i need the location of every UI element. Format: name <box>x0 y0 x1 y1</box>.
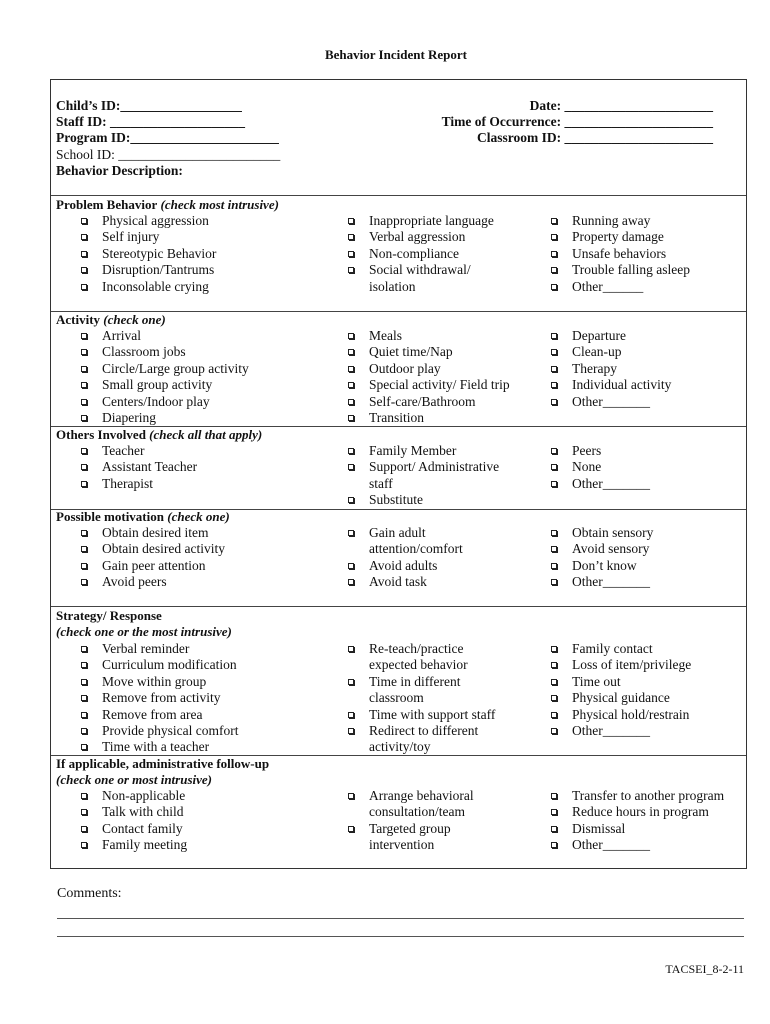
possible-motivation-col-2 <box>348 525 463 591</box>
checkbox-icon[interactable] <box>551 809 557 815</box>
checkbox-icon[interactable] <box>81 382 87 388</box>
checkbox-option[interactable] <box>348 246 494 262</box>
checkbox-option[interactable] <box>348 525 463 541</box>
checkbox-icon[interactable] <box>348 646 354 652</box>
checkbox-label: Family meeting <box>102 837 188 853</box>
checkbox-label: Talk with child <box>102 804 184 820</box>
checkbox-icon[interactable] <box>551 826 557 832</box>
checkbox-label: Therapist <box>102 475 153 491</box>
checkbox-icon[interactable] <box>348 267 354 273</box>
checkbox-label: Circle/Large group activity <box>102 360 249 376</box>
admin-followup-col-3 <box>551 788 724 854</box>
checkbox-icon[interactable] <box>551 448 557 454</box>
checkbox-label-continued <box>348 541 463 557</box>
checkbox-icon[interactable] <box>348 728 354 734</box>
checkbox-option[interactable] <box>81 328 249 344</box>
checkbox-label: Verbal aggression <box>369 229 466 245</box>
form-code: TACSEI_8-2-11 <box>665 962 744 976</box>
checkbox-option[interactable] <box>551 641 691 657</box>
checkbox-icon[interactable] <box>551 481 557 487</box>
behavior-description-field[interactable]: Behavior Description: <box>56 163 183 178</box>
checkbox-icon[interactable] <box>81 481 87 487</box>
checkbox-option[interactable] <box>81 394 249 410</box>
checkbox-icon[interactable] <box>81 349 87 355</box>
checkbox-icon[interactable] <box>81 464 87 470</box>
checkbox-icon[interactable] <box>551 546 557 552</box>
checkbox-option[interactable] <box>81 459 197 475</box>
checkbox-label: Time out <box>572 673 621 689</box>
checkbox-option[interactable] <box>81 476 197 492</box>
checkbox-icon[interactable] <box>81 662 87 668</box>
checkbox-icon[interactable] <box>348 579 354 585</box>
checkbox-icon[interactable] <box>348 234 354 240</box>
checkbox-option[interactable] <box>348 707 495 723</box>
checkbox-label: Non-applicable <box>102 788 186 803</box>
checkbox-label-continued <box>348 279 494 295</box>
checkbox-icon[interactable] <box>81 366 87 372</box>
checkbox-label: Other_______ <box>572 393 650 409</box>
section-heading-others-involved: Others Involved (check all that apply) <box>56 427 263 442</box>
checkbox-icon[interactable] <box>81 793 87 799</box>
checkbox-icon[interactable] <box>81 579 87 585</box>
checkbox-label: Move within group <box>102 673 207 689</box>
checkbox-label: Physical hold/restrain <box>572 706 690 722</box>
checkbox-icon[interactable] <box>348 826 354 832</box>
strategy-response-col-1 <box>81 641 238 756</box>
checkbox-option[interactable] <box>551 246 690 262</box>
checkbox-label: Physical aggression <box>102 213 209 228</box>
child-id-field[interactable]: Child’s ID:__________________ <box>56 98 242 113</box>
checkbox-label: Stereotypic Behavior <box>102 245 217 261</box>
checkbox-icon[interactable] <box>348 382 354 388</box>
problem-behavior-col-3 <box>551 213 690 295</box>
checkbox-option[interactable] <box>81 558 225 574</box>
checkbox-label: Avoid task <box>369 574 427 590</box>
problem-behavior-col-2 <box>348 213 494 295</box>
divider <box>51 606 746 607</box>
checkbox-icon[interactable] <box>551 530 557 536</box>
checkbox-label: Disruption/Tantrums <box>102 262 215 278</box>
checkbox-label: Self injury <box>102 229 160 245</box>
checkbox-label: Gain peer attention <box>102 557 206 573</box>
checkbox-icon[interactable] <box>348 793 354 799</box>
checkbox-icon[interactable] <box>551 646 557 652</box>
checkbox-option[interactable] <box>551 328 671 344</box>
checkbox-label: activity/toy <box>369 739 431 755</box>
checkbox-option[interactable] <box>348 788 474 804</box>
checkbox-option[interactable] <box>81 262 216 278</box>
checkbox-icon[interactable] <box>81 234 87 240</box>
checkbox-option[interactable] <box>81 804 187 820</box>
checkbox-label: Avoid peers <box>102 574 167 590</box>
checkbox-label: Transition <box>369 410 425 426</box>
checkbox-option[interactable] <box>551 394 671 410</box>
checkbox-label: Unsafe behaviors <box>572 245 667 261</box>
checkbox-label: Provide physical comfort <box>102 723 239 739</box>
checkbox-icon[interactable] <box>348 712 354 718</box>
checkbox-label-continued <box>348 837 474 853</box>
checkbox-icon[interactable] <box>81 809 87 815</box>
checkbox-label: Obtain sensory <box>572 525 654 540</box>
classroom-id-field[interactable]: Classroom ID: ______________________ <box>477 130 713 145</box>
checkbox-icon[interactable] <box>81 744 87 750</box>
checkbox-option[interactable] <box>551 344 671 360</box>
checkbox-icon[interactable] <box>81 218 87 224</box>
checkbox-option[interactable] <box>348 229 494 245</box>
checkbox-label-continued <box>348 476 499 492</box>
checkbox-option[interactable] <box>81 674 238 690</box>
checkbox-label: Centers/Indoor play <box>102 393 210 409</box>
checkbox-label: Targeted group <box>369 820 451 836</box>
checkbox-label: Contact family <box>102 820 183 836</box>
checkbox-icon[interactable] <box>81 530 87 536</box>
checkbox-option[interactable] <box>81 837 187 853</box>
checkbox-label: Special activity/ Field trip <box>369 377 510 393</box>
checkbox-label: Clean-up <box>572 344 622 360</box>
checkbox-option[interactable] <box>348 377 510 393</box>
checkbox-label: Small group activity <box>102 377 213 393</box>
checkbox-option[interactable] <box>348 641 495 657</box>
checkbox-label: Verbal reminder <box>102 641 190 656</box>
checkbox-option[interactable] <box>551 821 724 837</box>
checkbox-label: classroom <box>369 690 424 706</box>
checkbox-label: Departure <box>572 328 626 343</box>
program-id-field[interactable]: Program ID:______________________ <box>56 130 279 145</box>
section-heading-admin-followup: If applicable, administrative follow-up <box>56 756 270 771</box>
checkbox-icon[interactable] <box>551 728 557 734</box>
checkbox-option[interactable] <box>551 279 690 295</box>
checkbox-icon[interactable] <box>81 679 87 685</box>
checkbox-label: Teacher <box>102 443 145 458</box>
checkbox-option[interactable] <box>348 361 510 377</box>
checkbox-icon[interactable] <box>81 728 87 734</box>
checkbox-label: Avoid sensory <box>572 541 650 557</box>
checkbox-label: Other_______ <box>572 723 650 739</box>
checkbox-label: None <box>572 459 602 475</box>
possible-motivation-col-1 <box>81 525 225 591</box>
checkbox-icon[interactable] <box>551 234 557 240</box>
comments-label: Comments: <box>57 886 122 901</box>
date-field[interactable]: Date: ______________________ <box>529 98 713 113</box>
checkbox-icon[interactable] <box>81 284 87 290</box>
checkbox-icon[interactable] <box>348 399 354 405</box>
checkbox-label: expected behavior <box>369 657 468 673</box>
checkbox-label: Self-care/Bathroom <box>369 393 476 409</box>
checkbox-option[interactable] <box>551 723 691 739</box>
checkbox-option[interactable] <box>348 558 463 574</box>
checkbox-icon[interactable] <box>81 563 87 569</box>
checkbox-option[interactable] <box>551 213 690 229</box>
others-involved-col-3 <box>551 443 650 492</box>
checkbox-option[interactable] <box>348 443 499 459</box>
checkbox-label: Inconsolable crying <box>102 278 209 294</box>
admin-followup-col-2 <box>348 788 474 854</box>
checkbox-label: Loss of item/privilege <box>572 657 692 673</box>
checkbox-option[interactable] <box>348 410 510 426</box>
activity-col-3 <box>551 328 671 410</box>
checkbox-option[interactable] <box>551 476 650 492</box>
checkbox-option[interactable] <box>81 377 249 393</box>
checkbox-label: Therapy <box>572 360 617 376</box>
checkbox-label: Other_______ <box>572 475 650 491</box>
checkbox-icon[interactable] <box>81 546 87 552</box>
checkbox-option[interactable] <box>551 657 691 673</box>
checkbox-label: Time with support staff <box>369 706 496 722</box>
checkbox-label: Time with a teacher <box>102 739 210 755</box>
checkbox-label: Substitute <box>369 492 424 508</box>
checkbox-icon[interactable] <box>551 464 557 470</box>
page-title: Behavior Incident Report <box>324 47 468 62</box>
checkbox-label: Transfer to another program <box>572 788 725 803</box>
checkbox-option[interactable] <box>551 229 690 245</box>
checkbox-label: Arrange behavioral <box>369 788 474 803</box>
checkbox-label: Reduce hours in program <box>572 804 709 820</box>
checkbox-label: attention/comfort <box>369 541 463 557</box>
checkbox-label: Family contact <box>572 641 653 656</box>
checkbox-option[interactable] <box>81 739 238 755</box>
possible-motivation-col-3 <box>551 525 653 591</box>
comments-line-2[interactable] <box>57 936 744 937</box>
checkbox-option[interactable] <box>81 410 249 426</box>
section-heading-problem-behavior: Problem Behavior (check most intrusive) <box>56 197 279 212</box>
checkbox-icon[interactable] <box>551 382 557 388</box>
checkbox-option[interactable] <box>348 328 510 344</box>
checkbox-icon[interactable] <box>551 679 557 685</box>
checkbox-option[interactable] <box>551 837 724 853</box>
checkbox-label: Redirect to different <box>369 723 479 739</box>
checkbox-icon[interactable] <box>348 366 354 372</box>
checkbox-label: Gain adult <box>369 525 426 540</box>
checkbox-option[interactable] <box>81 246 216 262</box>
admin-followup-col-1 <box>81 788 187 854</box>
checkbox-icon[interactable] <box>348 563 354 569</box>
checkbox-icon[interactable] <box>551 284 557 290</box>
checkbox-label: Dismissal <box>572 820 626 836</box>
checkbox-icon[interactable] <box>551 662 557 668</box>
section-hint-admin-followup: (check one or most intrusive) <box>56 772 212 787</box>
checkbox-label: Diapering <box>102 410 156 426</box>
checkbox-label: Family Member <box>369 443 457 458</box>
checkbox-icon[interactable] <box>348 464 354 470</box>
staff-id-field[interactable]: Staff ID: ____________________ <box>56 114 245 129</box>
checkbox-option[interactable] <box>81 229 216 245</box>
checkbox-label: intervention <box>369 837 435 853</box>
checkbox-label: Quiet time/Nap <box>369 344 453 360</box>
checkbox-icon[interactable] <box>81 267 87 273</box>
activity-col-1 <box>81 328 249 426</box>
checkbox-icon[interactable] <box>81 333 87 339</box>
checkbox-option[interactable] <box>551 674 691 690</box>
checkbox-option[interactable] <box>348 723 495 739</box>
checkbox-icon[interactable] <box>551 399 557 405</box>
section-heading-strategy-response: Strategy/ Response <box>56 608 162 623</box>
problem-behavior-col-1 <box>81 213 216 295</box>
checkbox-option[interactable] <box>348 213 494 229</box>
checkbox-icon[interactable] <box>551 563 557 569</box>
checkbox-label: consultation/team <box>369 804 465 820</box>
comments-line-1[interactable] <box>57 918 744 919</box>
checkbox-label-continued <box>348 657 495 673</box>
checkbox-option[interactable] <box>81 443 197 459</box>
checkbox-icon[interactable] <box>348 218 354 224</box>
checkbox-label: Time in different <box>369 673 461 689</box>
checkbox-option[interactable] <box>348 262 494 278</box>
strategy-response-col-3 <box>551 641 691 739</box>
checkbox-option[interactable] <box>551 262 690 278</box>
checkbox-icon[interactable] <box>81 826 87 832</box>
checkbox-option[interactable] <box>81 361 249 377</box>
checkbox-icon[interactable] <box>348 349 354 355</box>
checkbox-icon[interactable] <box>551 712 557 718</box>
checkbox-icon[interactable] <box>551 793 557 799</box>
checkbox-icon[interactable] <box>348 333 354 339</box>
checkbox-option[interactable] <box>551 525 653 541</box>
checkbox-label: Property damage <box>572 229 664 245</box>
checkbox-option[interactable] <box>81 541 225 557</box>
checkbox-icon[interactable] <box>348 251 354 257</box>
checkbox-option[interactable] <box>81 723 238 739</box>
checkbox-label-continued <box>348 690 495 706</box>
checkbox-option[interactable] <box>81 707 238 723</box>
checkbox-icon[interactable] <box>81 415 87 421</box>
checkbox-label: staff <box>369 475 393 491</box>
checkbox-option[interactable] <box>348 492 499 508</box>
checkbox-option[interactable] <box>551 558 653 574</box>
checkbox-label: Peers <box>572 443 602 458</box>
checkbox-option[interactable] <box>348 459 499 475</box>
incident-form <box>50 79 747 869</box>
checkbox-label: Social withdrawal/ <box>369 262 471 278</box>
checkbox-icon[interactable] <box>551 842 557 848</box>
section-heading-possible-motivation: Possible motivation (check one) <box>56 509 230 524</box>
checkbox-icon[interactable] <box>551 218 557 224</box>
checkbox-option[interactable] <box>348 821 474 837</box>
checkbox-option[interactable] <box>348 574 463 590</box>
checkbox-option[interactable] <box>551 377 671 393</box>
checkbox-label: Re-teach/practice <box>369 641 464 656</box>
checkbox-icon[interactable] <box>348 448 354 454</box>
checkbox-label: Outdoor play <box>369 360 441 376</box>
checkbox-icon[interactable] <box>551 695 557 701</box>
checkbox-option[interactable] <box>81 821 187 837</box>
checkbox-label: Other______ <box>572 278 644 294</box>
checkbox-label: Individual activity <box>572 377 672 393</box>
checkbox-icon[interactable] <box>551 267 557 273</box>
school-id-field[interactable]: School ID: ________________________ <box>56 147 281 162</box>
strategy-response-col-2 <box>348 641 495 756</box>
checkbox-option[interactable] <box>81 279 216 295</box>
time-of-occurrence-field[interactable]: Time of Occurrence: ______________________ <box>441 114 713 129</box>
checkbox-option[interactable] <box>551 574 653 590</box>
checkbox-icon[interactable] <box>81 399 87 405</box>
checkbox-icon[interactable] <box>81 712 87 718</box>
checkbox-option[interactable] <box>348 344 510 360</box>
checkbox-icon[interactable] <box>551 333 557 339</box>
checkbox-option[interactable] <box>81 574 225 590</box>
checkbox-label: Arrival <box>102 328 141 343</box>
checkbox-label: Support/ Administrative <box>369 459 500 475</box>
checkbox-option[interactable] <box>551 804 724 820</box>
activity-col-2 <box>348 328 510 426</box>
checkbox-label: Other_______ <box>572 837 650 853</box>
checkbox-icon[interactable] <box>348 497 354 503</box>
checkbox-label: Classroom jobs <box>102 344 186 360</box>
checkbox-label: Curriculum modification <box>102 657 237 673</box>
others-involved-col-1 <box>81 443 197 492</box>
checkbox-label: Obtain desired activity <box>102 541 225 557</box>
checkbox-icon[interactable] <box>81 251 87 257</box>
checkbox-label: Avoid adults <box>369 557 438 573</box>
checkbox-icon[interactable] <box>81 646 87 652</box>
checkbox-icon[interactable] <box>81 842 87 848</box>
checkbox-label: Running away <box>572 213 651 228</box>
checkbox-option[interactable] <box>81 641 238 657</box>
checkbox-icon[interactable] <box>348 679 354 685</box>
checkbox-icon[interactable] <box>81 695 87 701</box>
divider <box>51 195 746 196</box>
checkbox-label: Remove from activity <box>102 690 221 706</box>
checkbox-icon[interactable] <box>81 448 87 454</box>
checkbox-label: Other_______ <box>572 574 650 590</box>
checkbox-option[interactable] <box>551 788 724 804</box>
checkbox-label-continued <box>348 739 495 755</box>
checkbox-label: Meals <box>369 328 402 343</box>
others-involved-col-2 <box>348 443 499 509</box>
checkbox-icon[interactable] <box>551 349 557 355</box>
checkbox-option[interactable] <box>551 361 671 377</box>
checkbox-label: Physical guidance <box>572 690 670 706</box>
checkbox-option[interactable] <box>81 657 238 673</box>
checkbox-icon[interactable] <box>551 579 557 585</box>
checkbox-icon[interactable] <box>551 366 557 372</box>
checkbox-option[interactable] <box>81 213 216 229</box>
checkbox-label: Assistant Teacher <box>102 459 198 475</box>
checkbox-label: Obtain desired item <box>102 525 209 540</box>
checkbox-option[interactable] <box>81 690 238 706</box>
checkbox-label: Inappropriate language <box>369 213 494 228</box>
checkbox-label: isolation <box>369 278 416 294</box>
checkbox-label-continued <box>348 804 474 820</box>
checkbox-label: Non-compliance <box>369 245 459 261</box>
checkbox-option[interactable] <box>348 674 495 690</box>
section-heading-activity: Activity (check one) <box>56 312 166 327</box>
section-hint-strategy-response: (check one or the most intrusive) <box>56 624 232 639</box>
checkbox-icon[interactable] <box>551 251 557 257</box>
checkbox-icon[interactable] <box>348 415 354 421</box>
checkbox-option[interactable] <box>551 541 653 557</box>
checkbox-option[interactable] <box>551 443 650 459</box>
checkbox-option[interactable] <box>81 344 249 360</box>
checkbox-label: Remove from area <box>102 706 203 722</box>
checkbox-label: Trouble falling asleep <box>572 262 690 278</box>
checkbox-option[interactable] <box>81 525 225 541</box>
checkbox-label: Don’t know <box>572 557 637 573</box>
checkbox-option[interactable] <box>551 459 650 475</box>
checkbox-option[interactable] <box>81 788 187 804</box>
checkbox-icon[interactable] <box>348 530 354 536</box>
checkbox-option[interactable] <box>551 707 691 723</box>
checkbox-option[interactable] <box>348 394 510 410</box>
checkbox-option[interactable] <box>551 690 691 706</box>
